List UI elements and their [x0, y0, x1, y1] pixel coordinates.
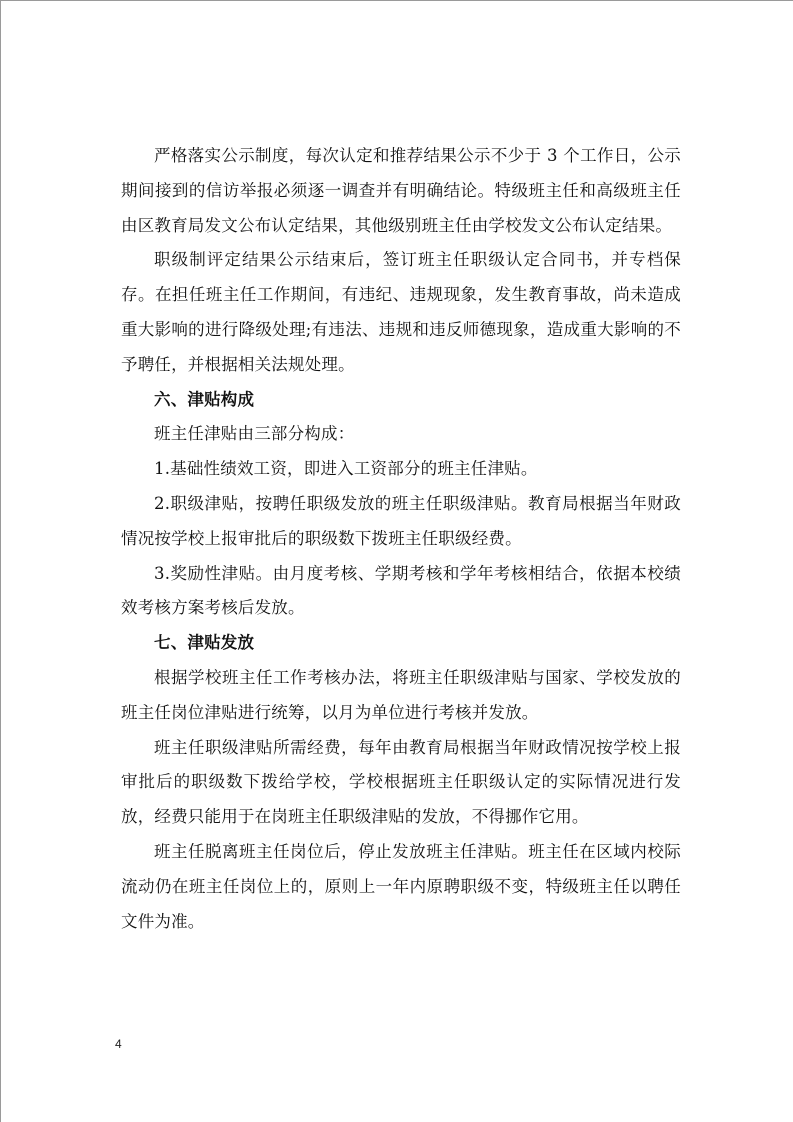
section-heading-allowance-payment: 七、津贴发放	[154, 633, 255, 653]
paragraph-contract: 职级制评定结果公示结束后，签订班主任职级认定合同书，并专档保存。在担任班主任工作期间，有违纪、违规现象，发生教育事故，尚未造成重大影响的进行降级处理;有违法、违规和违反师德现象，造成重大影响的不予聘任，并根据相关法规处理。	[121, 250, 681, 374]
list-item-basic-pay: 1.基础性绩效工资，即进入工资部分的班主任津贴。	[154, 459, 538, 479]
paragraph-publicity: 严格落实公示制度，每次认定和推荐结果公示不少于 3 个工作日，公示期间接到的信访举报必须逐一调查并有明确结论。特级班主任和高级班主任由区教育局发文公布认定结果，其他级别班主任由学校发文公布认定结果。	[121, 146, 681, 235]
paragraph-payment-method: 根据学校班主任工作考核办法，将班主任职级津贴与国家、学校发放的班主任岗位津贴进行统筹，以月为单位进行考核并发放。	[121, 667, 681, 722]
list-item-incentive-allowance: 3.奖励性津贴。由月度考核、学期考核和学年考核相结合，依据本校绩效考核方案考核后发放。	[121, 563, 681, 618]
list-item-rank-allowance: 2.职级津贴，按聘任职级发放的班主任职级津贴。教育局根据当年财政情况按学校上报审批后的职级数下拨班主任职级经费。	[121, 493, 681, 548]
section-heading-allowance-composition: 六、津贴构成	[154, 389, 255, 409]
paragraph-termination: 班主任脱离班主任岗位后，停止发放班主任津贴。班主任在区域内校际流动仍在班主任岗位上的，原则上一年内原聘职级不变，特级班主任以聘任文件为准。	[121, 841, 681, 931]
document-body	[121, 139, 681, 939]
paragraph-allowance-intro: 班主任津贴由三部分构成：	[154, 424, 355, 444]
page-number: 4	[115, 1037, 122, 1051]
paragraph-funding: 班主任职级津贴所需经费，每年由教育局根据当年财政情况按学校上报审批后的职级数下拨给学校，学校根据班主任职级认定的实际情况进行发放，经费只能用于在岗班主任职级津贴的发放，不得挪作它用。	[121, 737, 681, 827]
